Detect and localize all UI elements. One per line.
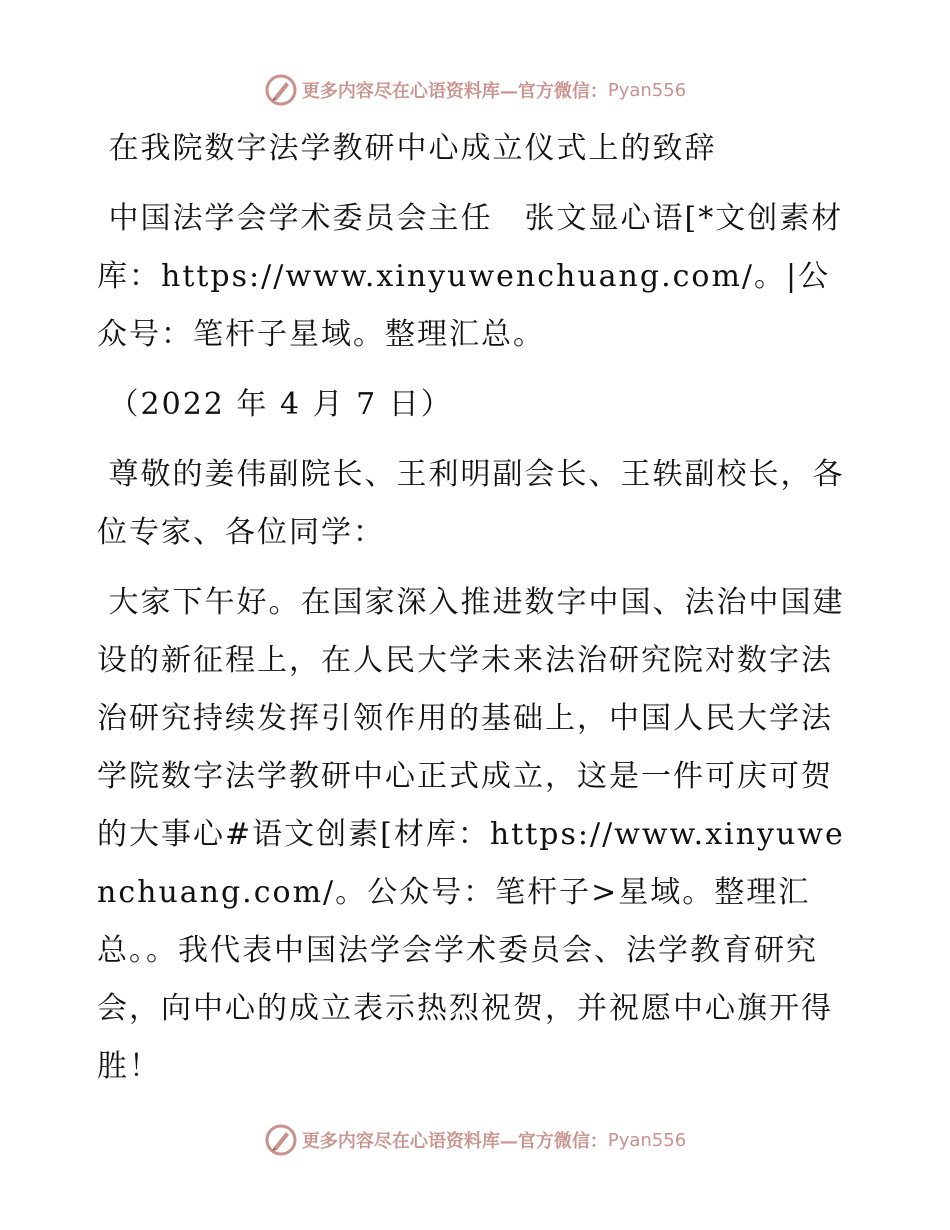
document-body	[97, 120, 857, 1108]
watermark-wechat-id: Pyan556	[607, 1129, 687, 1151]
salutation: 尊敬的姜伟副院长、王利明副会长、王轶副校长，各位专家、各位同学：	[97, 457, 845, 550]
pen-circle-logo-icon	[264, 73, 298, 107]
header-watermark-banner	[0, 70, 950, 110]
footer-watermark-banner	[0, 1120, 950, 1160]
pen-circle-logo-icon	[264, 1123, 298, 1157]
watermark-text: 更多内容尽在心语资料库—官方微信：	[301, 1131, 608, 1152]
body-paragraph: 大家下午好。在国家深入推进数字中国、法治中国建设的新征程上，在人民大学未来法治研究院对数字法治研究持续发挥引领作用的基础上，中国人民大学法学院数字法学教研中心正式成立，这是一件可庆可贺的大事心#语文创素[材库：https://www.xinyuwenchuang.com/。公众号：笔杆子>星域。整理汇总。。我代表中国法学会学术委员会、法学教育研究会，向中心的成立表示热烈祝贺，并祝愿中心旗开得胜！	[97, 585, 845, 1084]
watermark-text: 更多内容尽在心语资料库—官方微信：	[301, 81, 608, 102]
watermark-wechat-id: Pyan556	[607, 79, 687, 101]
author-line: 中国法学会学术委员会主任 张文显心语[*文创素材库：https://www.xinyuwenchuang.com/。|公众号：笔杆子星域。整理汇总。	[97, 201, 844, 352]
speech-date: （2022 年 4 月 7 日）	[97, 387, 453, 422]
document-title: 在我院数字法学教研中心成立仪式上的致辞	[97, 131, 717, 166]
